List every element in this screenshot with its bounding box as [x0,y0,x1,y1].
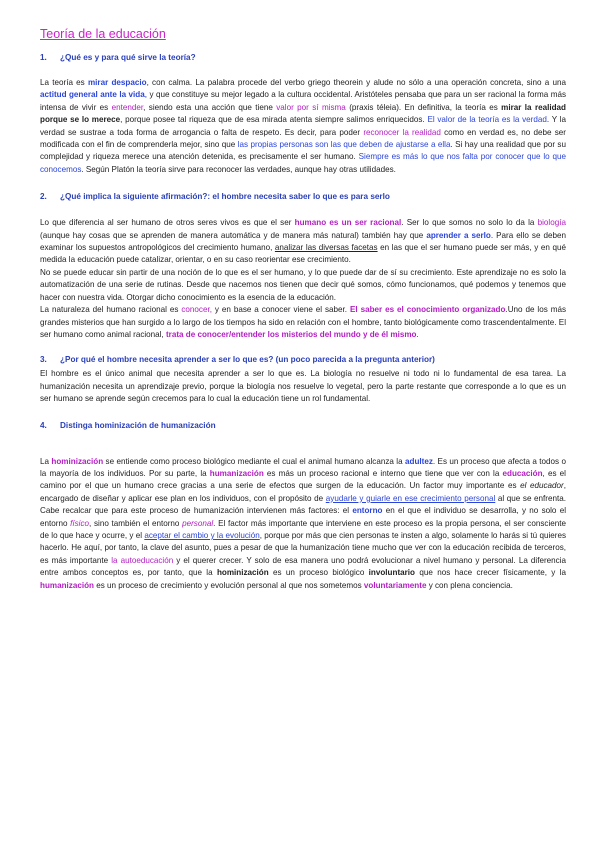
highlight-phrase: humanización [209,468,264,478]
highlight-phrase: la autoeducación [111,555,174,565]
highlight-phrase: físico [70,518,90,528]
bold-phrase: mirar la realidad porque se lo merece [40,102,566,125]
highlight-phrase: biología [537,218,566,228]
section-number: 4. [40,420,47,430]
section-heading-text: ¿Qué implica la siguiente afirmación?: el hombre necesita saber lo que es para serlo [60,192,390,202]
highlight-phrase: valor por sí misma [276,102,346,112]
section-heading-2 [40,191,566,203]
highlight-phrase: actitud general ante la vida [40,90,145,100]
highlight-phrase: humano es un ser racional [294,218,402,228]
section-heading-text: ¿Por qué el hombre necesita aprender a ser lo que es? (un poco parecida a la pregunta anterior) [60,355,435,365]
highlight-phrase: educación [502,468,543,478]
highlight-phrase: El saber es el conocimiento organizado [349,305,506,315]
highlight-phrase: hominización [51,456,104,466]
highlight-phrase: aprender a serlo [426,230,491,240]
paragraph: Lo que diferencia al ser humano de otros seres vivos es que el ser humano es un ser racional. Ser lo que somos no solo lo da la biología (aunque hay cosas que se aprenden de manera automática y de manera más natural) también hay que aprender a serlo. Para ello se deben examinar los supuestos antropológicos del crecimiento humano, analizar las diversas facetas en las que el ser humano puede ser más, y en qué medida la educación puede catalizar, orientar, o en su caso reorientar ese crecimiento. [40,218,566,265]
underlined-phrase: ayudarle y guiarle en ese crecimiento personal [325,493,496,503]
italic-phrase: el educador [520,481,564,491]
paragraph: No se puede educar sin partir de una noción de lo que es el ser humano, y lo que puede dar de sí su crecimiento. Este aprendizaje no es solo la automatización de una serie de rutinas. Desde que nacemos nos tienen que decir qué somos, cómo funcionamos, qué podemos y tenemos que hacer con nuestra vida. Otorgar dicho conocimiento es la esencia de la educación. [40,267,566,302]
paragraph: La hominización se entiende como proceso biológico mediante el cual el animal humano alcanza la adultez. Es un proceso que afecta a todos o la mayoría de los individuos. Por su parte, la humanización es más un proceso racional e interno que tiene que ver con la educación, es el camino por el que un humano crece gracias a una serie de efectos que surgen de la educación. Un factor muy importante es el educador, encargado de diseñar y aplicar ese plan en los individuos, con el propósito de ayudarle y guiarle en ese crecimiento personal al que se enfrenta. Cabe recalcar que para este proceso de humanización intervienen más factores: el entorno en el que el individuo se desarrolla, y no solo el entorno físico, sino también el entorno personal. El factor más importante que interviene en este proceso es la propia persona, el ser consciente de lo que hace y ocurre, y el aceptar el cambio y la evolución, porque por más que cien personas te insten a algo, solamente lo harás si tú quieres hacerlo. He aquí, por tanto, la clave del asunto, pues a pesar de que la humanización tiene mucho que ver con la educación recibida de terceros, es más importante la autoeducación y el querer crecer. Y solo de esa manera uno podrá evolucionar a nivel humano y personal. La diferencia entre ambos conceptos es, por tanto, que la hominización es un proceso biológico involuntario que nos hace crecer físicamente, y la humanización es un proceso de crecimiento y evolución personal al que nos sometemos voluntariamente y con plena conciencia. [40,456,567,590]
highlight-phrase: trata de conocer/entender los misterios del mundo y de él mismo [165,329,417,339]
highlight-phrase: reconocer la realidad [363,127,441,137]
paragraph: La teoría es mirar despacio, con calma. La palabra procede del verbo griego theorein y alude no sólo a una operación concreta, sino a una actitud general ante la vida, y que constituye su mejor legado a la cultura occidental. Aristóteles pensaba que para un ser racional la forma más intensa de vivir es entender, siendo esta una acción que tiene valor por sí misma (praxis téleia). En definitiva, la teoría es mirar la realidad porque se lo merece, porque posee tal riqueza que de esa mirada atenta siempre salimos enriquecidos. El valor de la teoría es la verdad. Y la verdad se sustrae a toda forma de arrogancia o falta de respeto. Es decir, para poder reconocer la realidad como en verdad es, no debe ser modificada con el fin de comprenderla mejor, sino que las propias personas son las que deben de ajustarse a ella. Si hay una realidad que por su complejidad y riqueza merece una atención detenida, es precisamente el ser humano. Siempre es más lo que nos falta por conocer que lo que conocemos. Según Platón la teoría sirve para reconocer las verdades, aunque hay otras utilidades. [40,78,567,174]
paragraph: La naturaleza del humano racional es conocer, y en base a conocer viene el saber. El saber es el conocimiento organizado.Uno de los más grandes misterios que han surgido a lo largo de los tiempos ha sido en relación con el hombre, tanto biológicamente como trascendentalmente. El ser humano como animal racional, trata de conocer/entender los misterios del mundo y de él mismo. [40,305,566,339]
section-heading-1 [40,52,566,64]
section-number: 3. [40,355,47,365]
highlight-phrase: adultez [405,456,433,466]
section-number: 2. [40,192,47,202]
highlight-phrase: mirar despacio [87,78,147,87]
highlight-phrase: conocer, [181,305,212,315]
highlight-phrase: personal [182,518,214,528]
highlight-phrase: voluntariamente [363,580,427,590]
highlight-phrase: entorno [352,506,383,516]
document-page [40,26,566,592]
section-number: 1. [40,53,47,62]
underlined-phrase: aceptar el cambio y la evolución [144,530,260,540]
underlined-phrase: analizar las diversas facetas [274,243,378,253]
section-heading-4 [40,420,566,432]
highlight-phrase: Siempre es más lo que nos falta por conocer que lo que conocemos [40,152,566,174]
page-title: Teoría de la educación [40,27,166,41]
highlight-phrase: El valor de la teoría es la verdad [427,115,547,125]
bold-phrase: involuntario [368,568,415,578]
highlight-phrase: entender [111,102,144,112]
section-heading-3 [40,354,566,366]
paragraph: El hombre es el único animal que necesita aprender a ser lo que es. La biología no resuelve ni todo ni lo fundamental de esa tarea. La humanización necesita un aprendizaje previo, porque la biología nos resuelve lo vegetal, pero la parte restante que corresponde a lo que es un ser humano se aprende según crecemos para lo cual la educación tiene un rol fundamental. [40,369,566,404]
section-heading-text: ¿Qué es y para qué sirve la teoría? [60,53,196,62]
highlight-phrase: humanización [40,580,94,590]
highlight-phrase: las propias personas son las que deben de ajustarse a ella [237,140,451,150]
bold-phrase: hominización [216,568,269,578]
section-heading-text: Distinga hominización de humanización [60,420,216,430]
